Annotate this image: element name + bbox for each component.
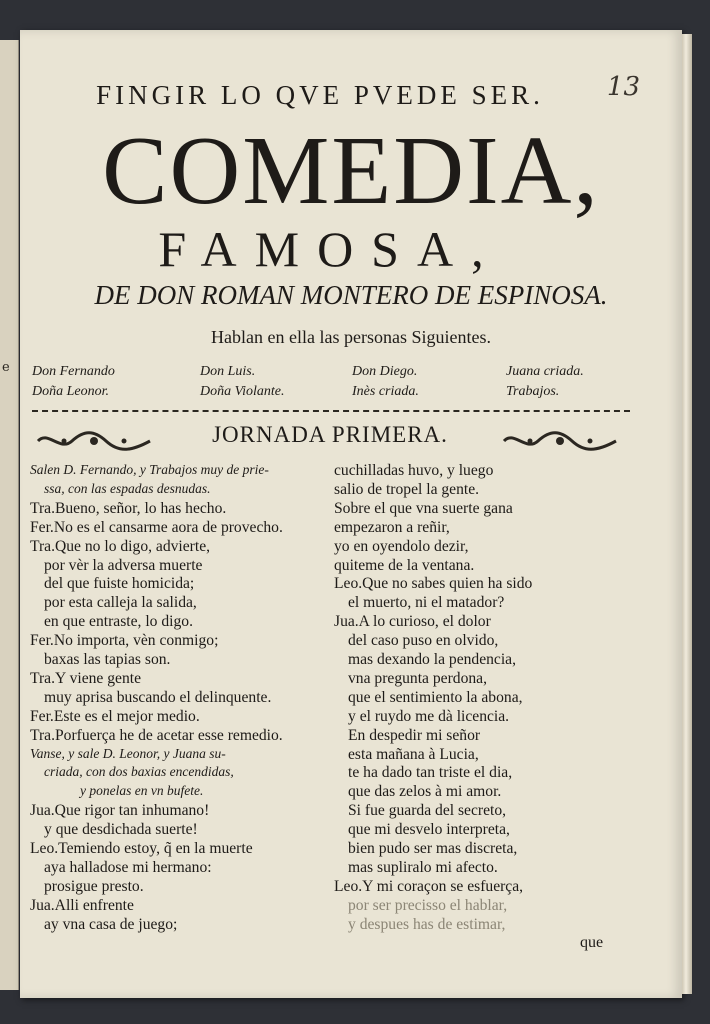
verse-line: bien pudo ser mas discreta, xyxy=(348,840,518,857)
verse-line: que el sentimiento la abona, xyxy=(348,688,523,706)
verse-line: Leo.Y mi coraçon se esfuerça, xyxy=(334,877,524,895)
verse-line: te ha dado tan triste el dia, xyxy=(348,764,513,782)
verse-line: muy aprisa buscando el delinquente. xyxy=(44,688,272,706)
personas-heading: Hablan en ella las personas Siguientes. xyxy=(211,327,491,347)
author-line: DE DON ROMAN MONTERO DE ESPINOSA. xyxy=(94,280,608,310)
genre-heading: COMEDIA, xyxy=(102,117,600,225)
verse-line: el muerto, ni el matador? xyxy=(348,594,505,612)
verse-line: en que entraste, lo digo. xyxy=(44,613,193,631)
verse-line: quiteme de la ventana. xyxy=(334,556,475,574)
cast-member: Don Diego. xyxy=(352,364,418,379)
folio-number: 13 xyxy=(606,72,640,102)
verse-line: por esta calleja la salida, xyxy=(44,594,197,612)
left-fleuron-ornament xyxy=(34,428,154,454)
subtitle-heading: FAMOSA, xyxy=(158,221,502,277)
verse-line: Leo.Temiendo estoy, q̃ en la muerte xyxy=(30,840,253,857)
verse-line: Fer.No es el cansarme aora de provecho. xyxy=(30,518,283,536)
cast-member: Trabajos. xyxy=(506,384,560,399)
verse-line: Fer.No importa, vèn conmigo; xyxy=(30,632,219,650)
verse-line: y que desdichada suerte! xyxy=(44,821,198,839)
book-page xyxy=(20,30,682,998)
act-heading: JORNADA PRIMERA. xyxy=(212,422,448,447)
verse-line: y el ruydo me dà licencia. xyxy=(348,707,510,725)
verse-line: mas dexando la pendencia, xyxy=(348,651,516,668)
verse-line: criada, con dos baxias encendidas, xyxy=(44,764,234,780)
verse-line: Tra.Porfuerça he de acetar esse remedio. xyxy=(30,726,283,744)
cast-member: Inès criada. xyxy=(352,384,419,399)
verse-line: Tra.Que no lo digo, advierte, xyxy=(30,537,211,555)
divider-rule xyxy=(32,410,630,412)
verse-line: que mi desvelo interpreta, xyxy=(348,821,510,839)
verse-line: Si fue guarda del secreto, xyxy=(348,802,507,820)
verse-line: mas supliralo mi afecto. xyxy=(348,858,498,876)
left-page-edge xyxy=(0,40,19,990)
verse-line: del que fuiste homicida; xyxy=(44,575,195,593)
verse-line: aya halladose mi hermano: xyxy=(44,858,212,876)
catchword: que xyxy=(580,934,604,951)
page-edge-shadow xyxy=(682,34,692,994)
verse-line: yo en oyendolo dezir, xyxy=(334,537,469,555)
verse-line: por vèr la adversa muerte xyxy=(44,556,203,574)
verse-line: ay vna casa de juego; xyxy=(44,915,178,933)
verse-line: Sobre el que vna suerte gana xyxy=(334,499,513,517)
verse-line: por ser precisso el hablar, xyxy=(348,896,508,914)
verse-line: vna pregunta perdona, xyxy=(348,669,487,687)
verse-line: esta mañana à Lucia, xyxy=(348,745,479,763)
verse-line: baxas las tapias son. xyxy=(44,651,171,668)
cast-member: Doña Violante. xyxy=(200,384,285,399)
cast-member: Juana criada. xyxy=(506,364,584,379)
play-title: FINGIR LO QVE PVEDE SER. xyxy=(96,80,544,110)
right-fleuron-ornament xyxy=(500,428,620,454)
verse-line: Jua.Alli enfrente xyxy=(30,896,134,914)
cast-member: Doña Leonor. xyxy=(32,384,110,399)
cast-list xyxy=(30,364,630,404)
verse-line: Tra.Bueno, señor, lo has hecho. xyxy=(30,499,227,517)
verse-line: Fer.Este es el mejor medio. xyxy=(30,707,200,725)
verse-line: ssa, con las espadas desnudas. xyxy=(44,480,211,496)
verse-line: del caso puso en olvido, xyxy=(348,632,499,650)
margin-mark: e xyxy=(2,360,10,375)
verse-line: Jua.A lo curioso, el dolor xyxy=(334,613,491,631)
verse-line: Salen D. Fernando, y Trabajos muy de prie- xyxy=(30,462,269,477)
cast-member: Don Luis. xyxy=(200,364,256,379)
verse-line: Tra.Y viene gente xyxy=(30,669,142,687)
verse-line: y despues has de estimar, xyxy=(348,915,506,933)
verse-line: Jua.Que rigor tan inhumano! xyxy=(30,802,210,820)
verse-line: Leo.Que no sabes quien ha sido xyxy=(334,575,533,593)
verse-line: y ponelas en vn bufete. xyxy=(80,783,204,799)
verse-line: empezaron a reñir, xyxy=(334,518,450,536)
verse-line: prosigue presto. xyxy=(44,877,144,895)
verse-line: cuchilladas huvo, y luego xyxy=(334,462,494,479)
verse-line: En despedir mi señor xyxy=(348,726,481,744)
cast-member: Don Fernando xyxy=(32,364,115,379)
verse-line: salio de tropel la gente. xyxy=(334,480,480,498)
verse-line: que das zelos à mi amor. xyxy=(348,783,502,801)
verse-line: Vanse, y sale D. Leonor, y Juana su- xyxy=(30,745,226,761)
